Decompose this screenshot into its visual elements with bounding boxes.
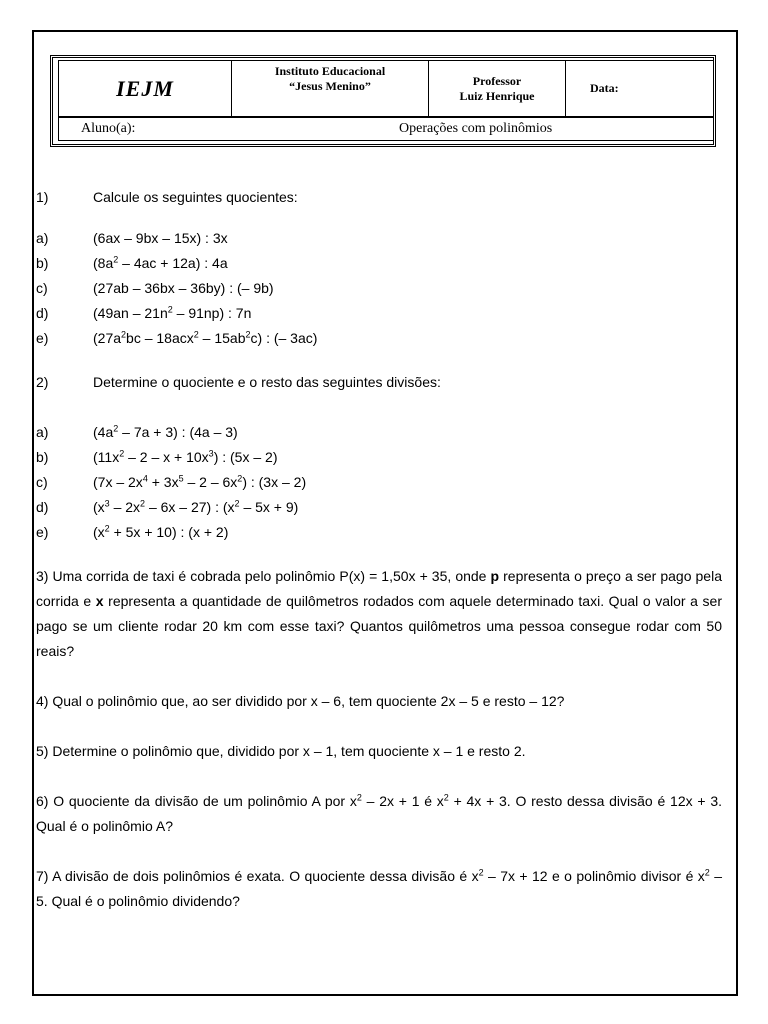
date-label: Data: [590, 81, 619, 95]
expression-text: (x [93, 499, 105, 515]
expression-text: – 15ab [198, 330, 246, 346]
expression-text: (4a [93, 424, 114, 440]
exercise-item [36, 276, 722, 301]
expression-text: – 7a + 3) : (4a – 3) [118, 424, 238, 440]
expression-text: – 2x [109, 499, 141, 515]
question-3-text: representa o preço a ser pago pela corrida e [36, 568, 722, 609]
header-table [58, 60, 714, 117]
exercise-item [36, 226, 722, 251]
exercise-item [36, 520, 722, 545]
item-label: d) [36, 499, 49, 515]
professor-cell [429, 61, 566, 117]
worksheet-content [36, 185, 722, 914]
expression-text: (11x [93, 449, 120, 465]
item-expression [93, 251, 228, 276]
item-label: d) [36, 305, 49, 321]
item-label: c) [36, 474, 48, 490]
professor-name: Luiz Henrique [459, 88, 535, 103]
exercise-item [36, 301, 722, 326]
student-label: Aluno(a): [81, 121, 136, 136]
expression-text: 6) O quociente da divisão de um polinômio A por x [36, 793, 357, 809]
institute-name: Instituto Educacional [274, 64, 386, 78]
question-4: 4) Qual o polinômio que, ao ser dividido por x – 6, tem quociente 2x – 5 e resto – 12? [36, 693, 565, 709]
expression-text: – 4ac + 12a) : 4a [118, 255, 228, 271]
item-expression [93, 420, 238, 445]
question-prompt: Calcule os seguintes quocientes: [93, 189, 298, 205]
expression-text: – 5x + 9) [239, 499, 299, 515]
item-label: a) [36, 424, 49, 440]
professor-label: Professor [472, 73, 522, 88]
expression-text: – 2x + 1 é x [361, 793, 444, 809]
item-expression [93, 520, 228, 545]
expression-text: + 5x + 10) : (x + 2) [109, 524, 229, 540]
expression-text: ) : (5x – 2) [213, 449, 278, 465]
expression-text: – 2 – x + 10x [124, 449, 209, 465]
exponent: 2 [140, 498, 146, 509]
expression-text: (x [93, 524, 105, 540]
bold-p: p [490, 568, 500, 584]
exponent: 3 [104, 498, 110, 509]
exponent: 2 [167, 304, 173, 315]
exponent: 3 [208, 448, 214, 459]
item-expression [93, 226, 228, 251]
expression-text: ) : (3x – 2) [242, 474, 307, 490]
expression-text: 7) A divisão de dois polinômios é exata. O quociente dessa divisão é x [36, 868, 479, 884]
student-row [58, 117, 714, 141]
item-label: a) [36, 230, 49, 246]
item-expression [93, 470, 306, 495]
expression-text: c) : (– 3ac) [250, 330, 318, 346]
question-prompt: Determine o quociente e o resto das seguintes divisões: [93, 374, 441, 390]
exponent: 2 [104, 523, 110, 534]
exercise-item [36, 251, 722, 276]
item-label: b) [36, 449, 49, 465]
exercise-item [36, 326, 722, 351]
item-label: b) [36, 255, 49, 271]
expression-text: bc – 18acx [126, 330, 194, 346]
expression-text: – 91np) : 7n [172, 305, 252, 321]
exponent: 2 [234, 498, 240, 509]
expression-text: (6ax – 9bx – 15x) : 3x [93, 230, 228, 246]
question-number: 1) [36, 189, 49, 205]
expression-text: – 6x – 27) : (x [145, 499, 235, 515]
expression-text: – 5. Qual é o polinômio dividendo? [36, 868, 722, 909]
question-3-text: representa a quantidade de quilômetros rodados com aquele determinado taxi. Qual o valor a ser pago se um cliente rodar 20 km com esse taxi? Quantos quilômetros uma pessoa consegue rodar com 50 reais? [36, 593, 723, 659]
expression-text: – 2 – 6x [183, 474, 238, 490]
item-label: e) [36, 330, 49, 346]
question-5: 5) Determine o polinômio que, dividido por x – 1, tem quociente x – 1 e resto 2. [36, 743, 526, 759]
institute-subname: “Jesus Menino” [289, 79, 371, 93]
exponent: 2 [119, 448, 125, 459]
exponent: 2 [356, 792, 362, 803]
exercise-item [36, 420, 722, 445]
expression-text: (27a [93, 330, 122, 346]
question-2-heading [36, 370, 722, 395]
exponent: 2 [245, 329, 251, 340]
item-label: e) [36, 524, 49, 540]
item-label: c) [36, 280, 48, 296]
exercise-item [36, 495, 722, 520]
exponent: 2 [113, 423, 119, 434]
question-number: 2) [36, 374, 49, 390]
expression-text: + 3x [147, 474, 179, 490]
exponent: 2 [237, 473, 243, 484]
expression-text: (49an – 21n [93, 305, 168, 321]
question-1-items [36, 226, 722, 351]
exercise-item [36, 445, 722, 470]
expression-text: + 4x + 3. O resto dessa divisão é 12x + 3. Qual é o polinômio A? [36, 793, 722, 834]
item-expression [93, 495, 298, 520]
item-expression [93, 301, 251, 326]
exponent: 2 [121, 329, 127, 340]
question-7 [36, 864, 722, 914]
subject-title: Operações com polinômios [399, 121, 553, 136]
exponent: 2 [113, 254, 119, 265]
exponent: 5 [178, 473, 184, 484]
date-cell [566, 61, 714, 117]
school-logo: IEJM [116, 75, 174, 101]
question-1-heading [36, 185, 722, 210]
item-expression [93, 445, 277, 470]
question-3 [36, 564, 722, 664]
exponent: 2 [478, 867, 484, 878]
question-2-items [36, 420, 722, 545]
item-expression [93, 276, 274, 301]
expression-text: (27ab – 36bx – 36by) : (– 9b) [93, 280, 274, 296]
question-6 [36, 789, 722, 839]
exercise-item [36, 470, 722, 495]
exponent: 2 [193, 329, 199, 340]
expression-text: (8a [93, 255, 114, 271]
item-expression [93, 326, 317, 351]
question-3-text: 3) Uma corrida de taxi é cobrada pelo polinômio P(x) = 1,50x + 35, onde [36, 568, 491, 584]
exponent: 2 [704, 867, 710, 878]
exponent: 4 [142, 473, 148, 484]
expression-text: (7x – 2x [93, 474, 143, 490]
bold-x: x [95, 593, 104, 609]
institute-cell [232, 61, 429, 117]
expression-text: – 7x + 12 e o polinômio divisor é x [483, 868, 705, 884]
exponent: 2 [443, 792, 449, 803]
logo-cell [59, 61, 232, 117]
